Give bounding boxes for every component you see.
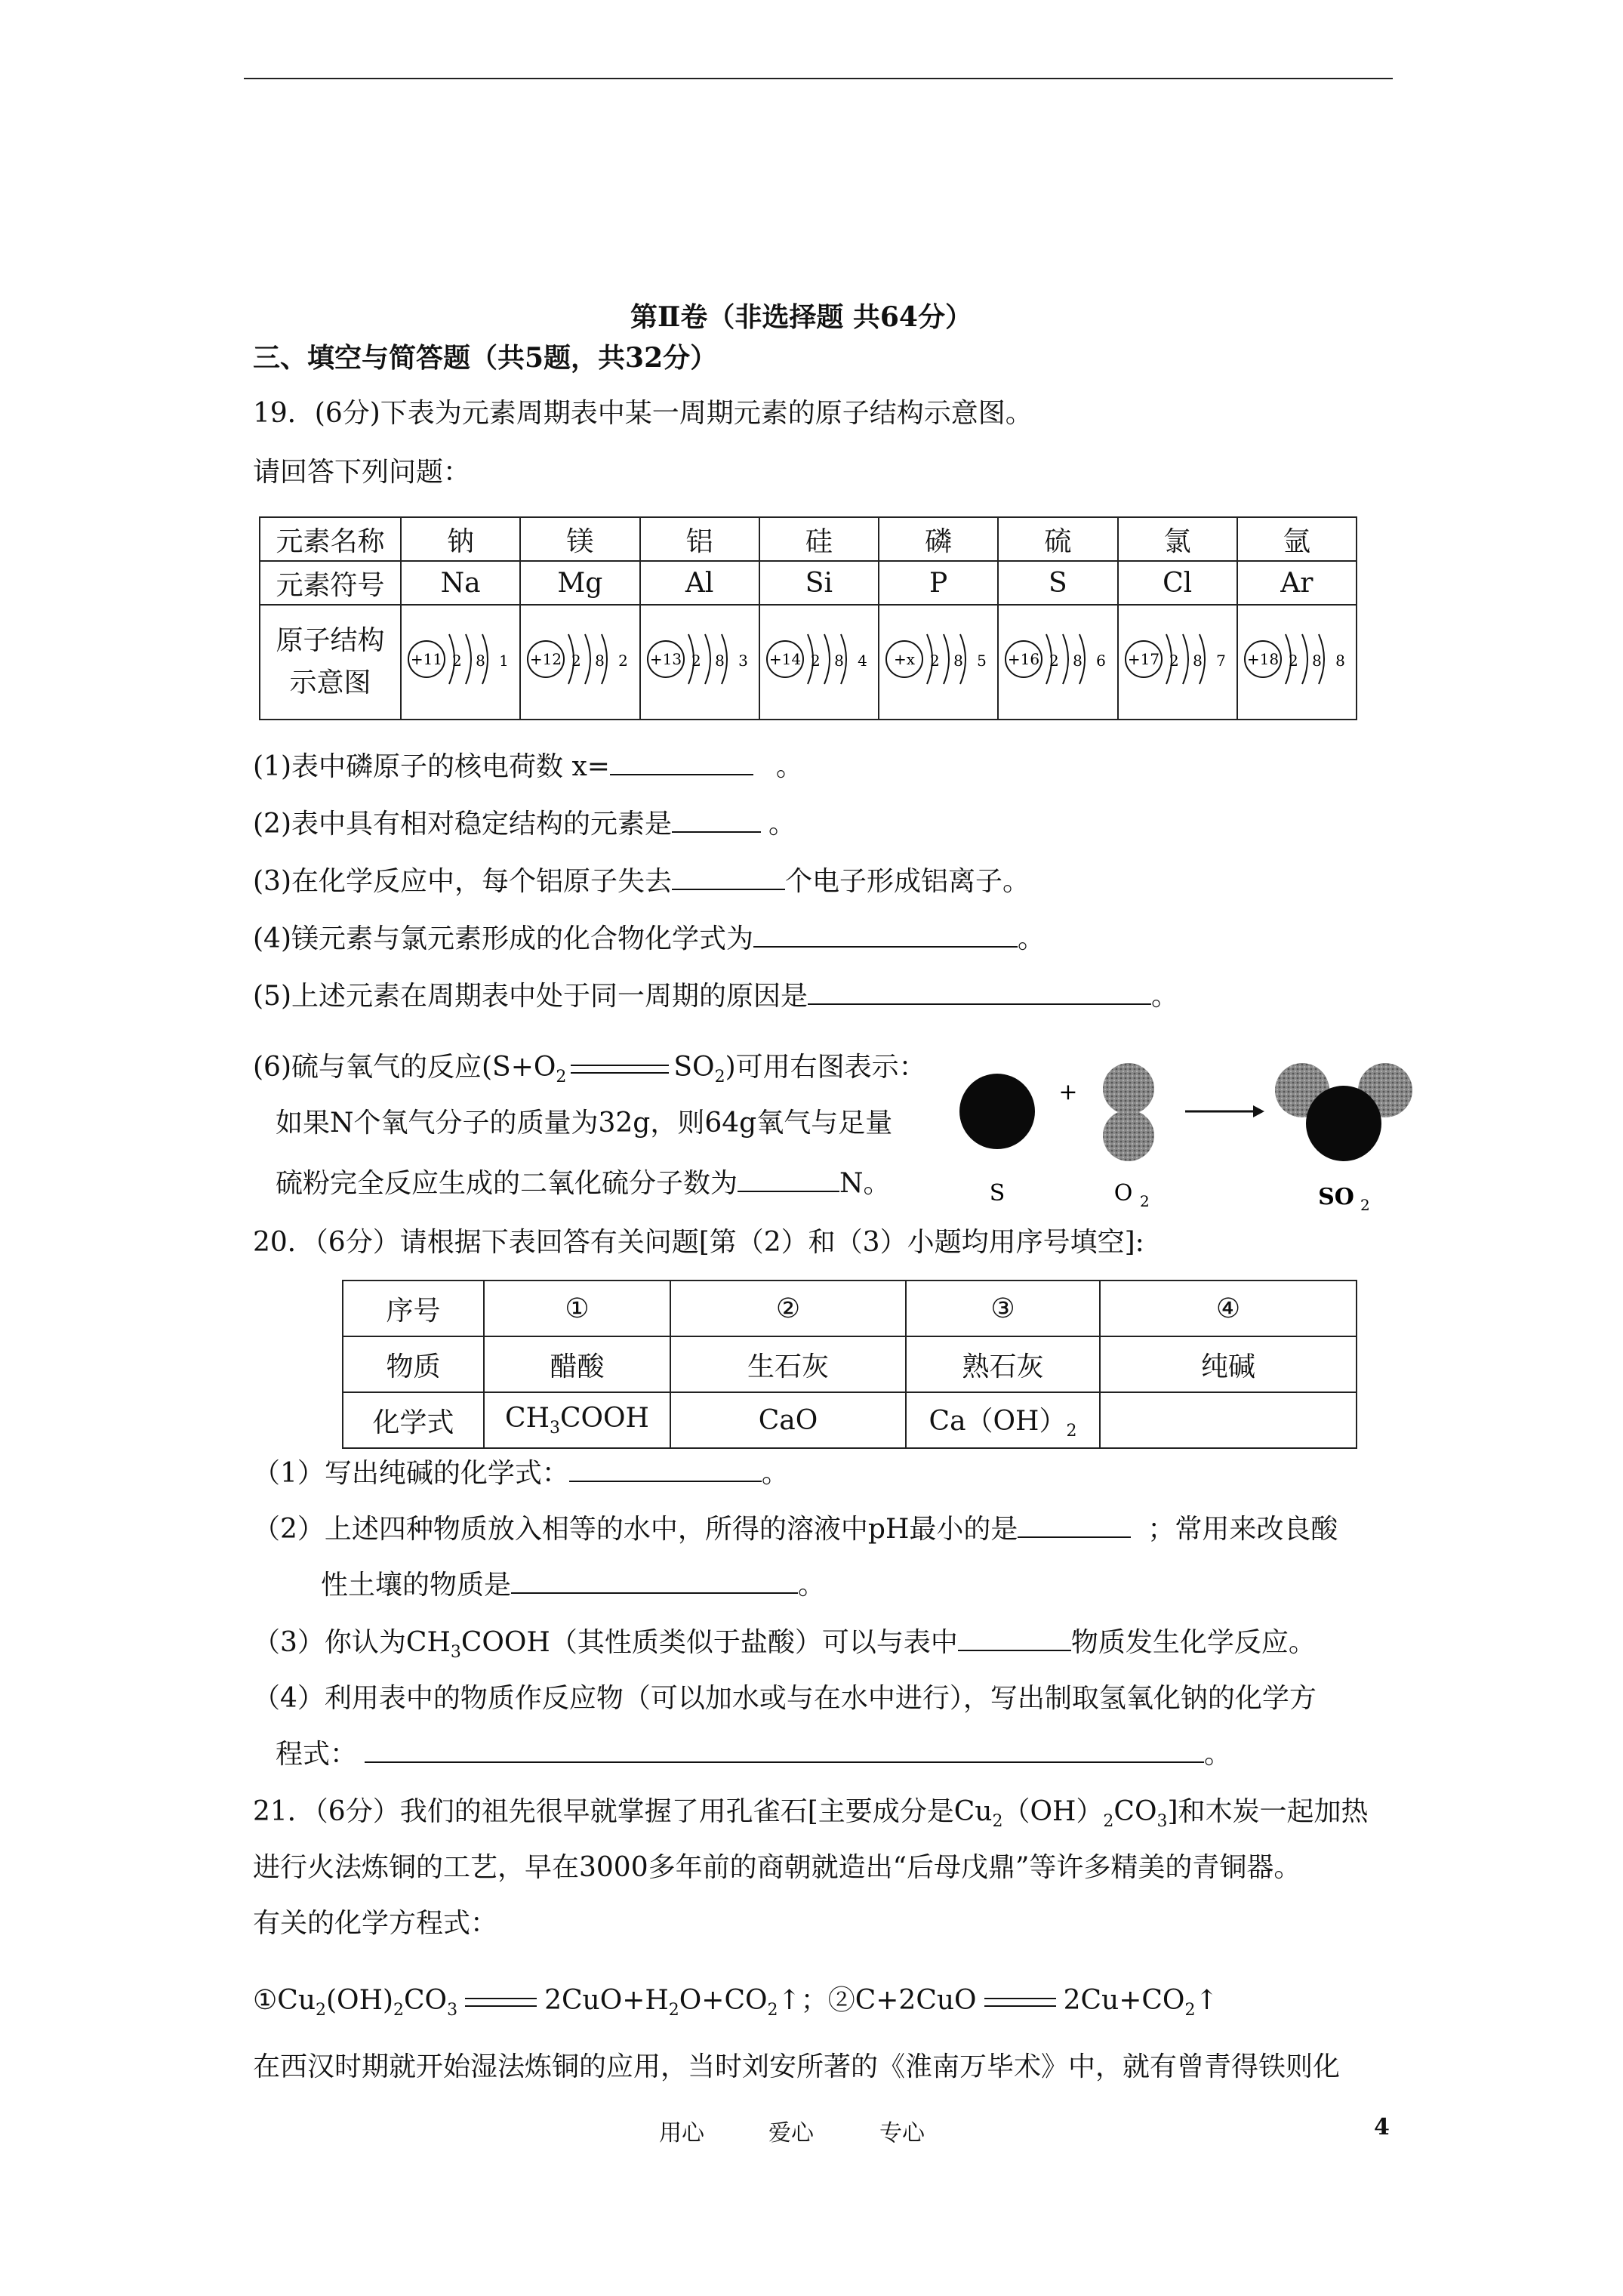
q20-part4-line2 bbox=[276, 1738, 1231, 1771]
atom-structure-diagram bbox=[1118, 605, 1237, 720]
row-label bbox=[260, 605, 401, 720]
atom-diagram-icon bbox=[882, 618, 995, 701]
sulfur-atom bbox=[959, 1074, 1035, 1149]
atom-structure-diagram bbox=[520, 605, 639, 720]
element-name: 硫 bbox=[998, 517, 1117, 561]
table-cell: 醋酸 bbox=[484, 1336, 670, 1392]
atom-diagram-icon bbox=[1001, 618, 1114, 701]
element-symbol: Na bbox=[401, 561, 520, 605]
equation-text: (OH) bbox=[326, 1985, 394, 2016]
label-o2-sub: 2 bbox=[1140, 1192, 1150, 1210]
atom-structure-diagram bbox=[759, 605, 879, 720]
header-cell: ② bbox=[670, 1281, 906, 1336]
footer-motto-3: 专心 bbox=[879, 2120, 925, 2147]
element-name: 钠 bbox=[401, 517, 520, 561]
answer-blank[interactable] bbox=[1018, 1514, 1131, 1538]
answer-blank[interactable] bbox=[672, 809, 761, 833]
atom-diagram-icon bbox=[523, 618, 636, 701]
element-table bbox=[259, 516, 1357, 720]
label-so2-sub: 2 bbox=[1360, 1196, 1370, 1214]
q19-part4-text: (4)镁元素与氯元素形成的化合物化学式为 bbox=[253, 923, 753, 954]
table-cell: 纯碱 bbox=[1100, 1336, 1357, 1392]
answer-blank[interactable] bbox=[511, 1570, 798, 1594]
nucleus-charge: +13 bbox=[649, 649, 682, 668]
q21-line1 bbox=[253, 1795, 1369, 1838]
q19-part5-text: (5)上述元素在周期表中处于同一周期的原因是 bbox=[253, 981, 808, 1012]
element-symbol: P bbox=[879, 561, 998, 605]
label-o2: O bbox=[1113, 1180, 1133, 1207]
reaction-equals-sign bbox=[465, 1998, 537, 2007]
header-cell: ④ bbox=[1100, 1281, 1357, 1336]
subscript: 2 bbox=[714, 1068, 725, 1087]
header-rule bbox=[244, 78, 1393, 79]
q19-part3 bbox=[253, 865, 1030, 898]
q21-text: CO bbox=[1113, 1796, 1157, 1827]
q20-part3-end: 物质发生化学反应。 bbox=[1070, 1627, 1316, 1658]
q21-text: （OH） bbox=[1002, 1796, 1104, 1827]
equation-text: ①Cu bbox=[253, 1985, 316, 2016]
q19-part6 bbox=[253, 1051, 926, 1094]
q21-text: 21．（6分）我们的祖先很早就掌握了用孔雀石[主要成分是Cu bbox=[253, 1796, 993, 1827]
q21-line2: 进行火法炼铜的工艺，早在3000多年前的商朝就造出“后母戊鼎”等许多精美的青铜器。 bbox=[253, 1852, 1301, 1883]
header-cell: ③ bbox=[906, 1281, 1100, 1336]
substance-table bbox=[342, 1280, 1357, 1449]
formula-cell-empty[interactable] bbox=[1100, 1392, 1357, 1448]
q19-part4 bbox=[253, 923, 1045, 956]
q20-part2-line2 bbox=[321, 1569, 825, 1602]
table-cell: 生石灰 bbox=[670, 1336, 906, 1392]
answer-blank[interactable] bbox=[365, 1739, 1204, 1763]
oxygen-atom bbox=[1103, 1110, 1154, 1161]
element-name: 镁 bbox=[520, 517, 639, 561]
subscript: 3 bbox=[447, 2001, 458, 2020]
q19-part6-text: (6)硫与氧气的反应(S+O bbox=[253, 1052, 556, 1083]
header-cell: ① bbox=[484, 1281, 670, 1336]
sulfur-atom bbox=[1306, 1086, 1381, 1161]
q19-part1-end: 。 bbox=[775, 751, 803, 782]
answer-blank[interactable] bbox=[569, 1458, 762, 1482]
equation-text: O+CO bbox=[679, 1985, 768, 2016]
equation-text: ↑ bbox=[1195, 1985, 1218, 2016]
formula-text: Ca（OH） bbox=[929, 1405, 1067, 1437]
subscript: 3 bbox=[450, 1643, 461, 1663]
atom-diagram-icon bbox=[404, 618, 517, 701]
subscript: 3 bbox=[1156, 1812, 1168, 1832]
header-cell: 序号 bbox=[343, 1281, 484, 1336]
element-symbol: Cl bbox=[1118, 561, 1237, 605]
equation-text: ↑；②C+2CuO bbox=[778, 1985, 977, 2016]
q20-intro: 20．（6分）请根据下表回答有关问题[第（2）和（3）小题均用序号填空]: bbox=[253, 1227, 1144, 1258]
q20-part1-text: （1）写出纯碱的化学式： bbox=[253, 1458, 569, 1489]
q20-part2-mid: ；常用来改良酸 bbox=[1147, 1514, 1338, 1545]
page-number: 4 bbox=[1374, 2114, 1390, 2140]
atom-diagram-icon bbox=[1121, 618, 1234, 701]
reaction-equals-sign bbox=[571, 1065, 669, 1074]
q20-part3-text: COOH（其性质类似于盐酸）可以与表中 bbox=[460, 1627, 958, 1658]
element-symbol: Si bbox=[759, 561, 879, 605]
subscript: 2 bbox=[556, 1068, 567, 1087]
atom-structure-diagram bbox=[879, 605, 998, 720]
q19-part2-end: 。 bbox=[768, 809, 796, 840]
table-row bbox=[260, 561, 1357, 605]
q20-part3 bbox=[253, 1626, 1316, 1669]
shell-electrons: 2 8 3 bbox=[691, 651, 753, 670]
subscript: 2 bbox=[767, 2001, 778, 2020]
shell-electrons: 2 8 1 bbox=[452, 651, 514, 670]
footer-motto-2: 爱心 bbox=[768, 2120, 814, 2147]
q21-line3: 有关的化学方程式： bbox=[253, 1908, 498, 1939]
q19-part5-end: 。 bbox=[1151, 981, 1179, 1012]
q19-part2-text: (2)表中具有相对稳定结构的元素是 bbox=[253, 809, 672, 840]
equation-text: 2CuO+H bbox=[544, 1985, 669, 2016]
q19-part6-line3-end: N。 bbox=[839, 1168, 891, 1199]
atom-diagram-icon bbox=[762, 618, 876, 701]
atom-structure-diagram bbox=[998, 605, 1117, 720]
formula-text: CH bbox=[505, 1402, 550, 1434]
q20-part2-text: （2）上述四种物质放入相等的水中，所得的溶液中pH最小的是 bbox=[253, 1514, 1018, 1545]
element-name: 氯 bbox=[1118, 517, 1237, 561]
q19-part5 bbox=[253, 980, 1178, 1013]
arrow-head-icon bbox=[1253, 1105, 1264, 1117]
q19-part2 bbox=[253, 808, 796, 841]
q20-part1 bbox=[253, 1457, 789, 1490]
q20-part2-end: 。 bbox=[798, 1570, 826, 1601]
element-symbol: Ar bbox=[1237, 561, 1357, 605]
q20-part4-line2-text: 程式： bbox=[276, 1739, 358, 1770]
q20-part4: （4）利用表中的物质作反应物（可以加水或与在水中进行），写出制取氢氧化钠的化学方 bbox=[253, 1683, 1317, 1714]
element-symbol: Mg bbox=[520, 561, 639, 605]
nucleus-charge: +x bbox=[894, 649, 916, 668]
q19-part4-end: 。 bbox=[1018, 923, 1046, 954]
answer-blank[interactable] bbox=[738, 1168, 839, 1192]
atom-structure-diagram bbox=[401, 605, 520, 720]
nucleus-charge: +17 bbox=[1127, 649, 1160, 668]
nucleus-charge: +12 bbox=[530, 649, 562, 668]
formula-cell: CaO bbox=[670, 1392, 906, 1448]
subscript: 3 bbox=[549, 1419, 560, 1438]
table-row bbox=[343, 1336, 1357, 1392]
paper-part-title: 第Ⅱ卷（非选择题 共64分） bbox=[630, 301, 972, 333]
answer-blank[interactable] bbox=[610, 751, 753, 775]
q19-part6-line3 bbox=[276, 1167, 891, 1200]
plus-sign: + bbox=[1058, 1079, 1078, 1105]
element-name: 硅 bbox=[759, 517, 879, 561]
atom-diagram-icon bbox=[1240, 618, 1354, 701]
q20-part2 bbox=[253, 1513, 1338, 1546]
subscript: 2 bbox=[1184, 2001, 1196, 2020]
label-s: S bbox=[989, 1180, 1006, 1207]
q20-part4-end: 。 bbox=[1204, 1739, 1232, 1770]
formula-cell bbox=[906, 1392, 1100, 1448]
atom-structure-diagram bbox=[1237, 605, 1357, 720]
atom-diagram-icon bbox=[643, 618, 756, 701]
shell-electrons: 2 8 4 bbox=[810, 651, 872, 670]
reaction-diagram bbox=[947, 1049, 1415, 1231]
table-cell: 化学式 bbox=[343, 1392, 484, 1448]
row-label-line: 原子结构 bbox=[276, 625, 385, 656]
element-name: 铝 bbox=[640, 517, 759, 561]
table-row bbox=[343, 1281, 1357, 1336]
answer-blank[interactable] bbox=[808, 981, 1151, 1005]
atom-structure-diagram bbox=[640, 605, 759, 720]
reaction-equals-sign bbox=[984, 1998, 1056, 2007]
q19-part1 bbox=[253, 750, 803, 784]
answer-blank[interactable] bbox=[958, 1627, 1071, 1651]
q19-part6-line3-text: 硫粉完全反应生成的二氧化硫分子数为 bbox=[276, 1168, 738, 1199]
nucleus-charge: +11 bbox=[411, 649, 443, 668]
nucleus-charge: +14 bbox=[768, 649, 801, 668]
formula-cell bbox=[484, 1392, 670, 1448]
element-name: 磷 bbox=[879, 517, 998, 561]
shell-electrons: 2 8 2 bbox=[571, 651, 633, 670]
answer-blank[interactable] bbox=[672, 866, 785, 890]
q20-part2-line2-text: 性土壤的物质是 bbox=[321, 1570, 512, 1601]
q20-part3-text: （3）你认为CH bbox=[253, 1627, 451, 1658]
q19-prompt: 请回答下列问题： bbox=[253, 457, 471, 488]
table-cell: 物质 bbox=[343, 1336, 484, 1392]
table-row bbox=[343, 1392, 1357, 1448]
q19-part6-text: )可用右图表示： bbox=[725, 1052, 926, 1083]
formula-text: COOH bbox=[559, 1402, 649, 1434]
equation-text: 2Cu+CO bbox=[1063, 1985, 1185, 2016]
table-row bbox=[260, 517, 1357, 561]
q19-part6-text: SO bbox=[673, 1052, 715, 1083]
table-row bbox=[260, 605, 1357, 720]
row-label-line: 示意图 bbox=[289, 667, 371, 698]
subscript: 2 bbox=[992, 1812, 1003, 1832]
q19-part3-text: (3)在化学反应中，每个铝原子失去 bbox=[253, 866, 672, 897]
shell-electrons: 2 8 6 bbox=[1049, 651, 1111, 670]
q21-line5: 在西汉时期就开始湿法炼铜的应用，当时刘安所著的《淮南万毕术》中，就有曾青得铁则化 bbox=[253, 2051, 1341, 2082]
q19-intro: 19．(6分)下表为元素周期表中某一周期元素的原子结构示意图。 bbox=[253, 398, 1033, 429]
label-so2: SO bbox=[1318, 1184, 1354, 1210]
subscript: 2 bbox=[1066, 1422, 1077, 1441]
q21-text: ]和木炭一起加热 bbox=[1167, 1796, 1369, 1827]
oxygen-atom bbox=[1103, 1063, 1154, 1114]
q19-part3-end: 个电子形成铝离子。 bbox=[785, 866, 1030, 897]
table-cell: 熟石灰 bbox=[906, 1336, 1100, 1392]
element-symbol: S bbox=[998, 561, 1117, 605]
row-label: 元素名称 bbox=[260, 517, 401, 561]
q21-equations bbox=[253, 1984, 1218, 2027]
section-title: 三、填空与简答题（共5题，共32分） bbox=[253, 342, 718, 374]
row-label: 元素符号 bbox=[260, 561, 401, 605]
nucleus-charge: +18 bbox=[1246, 649, 1279, 668]
q19-part1-text: (1)表中磷原子的核电荷数 x= bbox=[253, 751, 610, 782]
subscript: 2 bbox=[316, 2001, 327, 2020]
shell-electrons: 2 8 7 bbox=[1169, 651, 1230, 670]
shell-electrons: 2 8 8 bbox=[1288, 651, 1350, 670]
answer-blank[interactable] bbox=[753, 923, 1018, 948]
element-symbol: Al bbox=[640, 561, 759, 605]
q19-part6-line2: 如果N个氧气分子的质量为32g，则64g氧气与足量 bbox=[276, 1108, 893, 1139]
subscript: 2 bbox=[668, 2001, 679, 2020]
equation-text: CO bbox=[404, 1985, 448, 2016]
footer-motto-1: 用心 bbox=[659, 2120, 704, 2147]
nucleus-charge: +16 bbox=[1008, 649, 1040, 668]
subscript: 2 bbox=[1103, 1812, 1114, 1832]
shell-electrons: 2 8 5 bbox=[930, 651, 992, 670]
element-name: 氩 bbox=[1237, 517, 1357, 561]
subscript: 2 bbox=[393, 2001, 405, 2020]
q20-part1-end: 。 bbox=[761, 1458, 789, 1489]
